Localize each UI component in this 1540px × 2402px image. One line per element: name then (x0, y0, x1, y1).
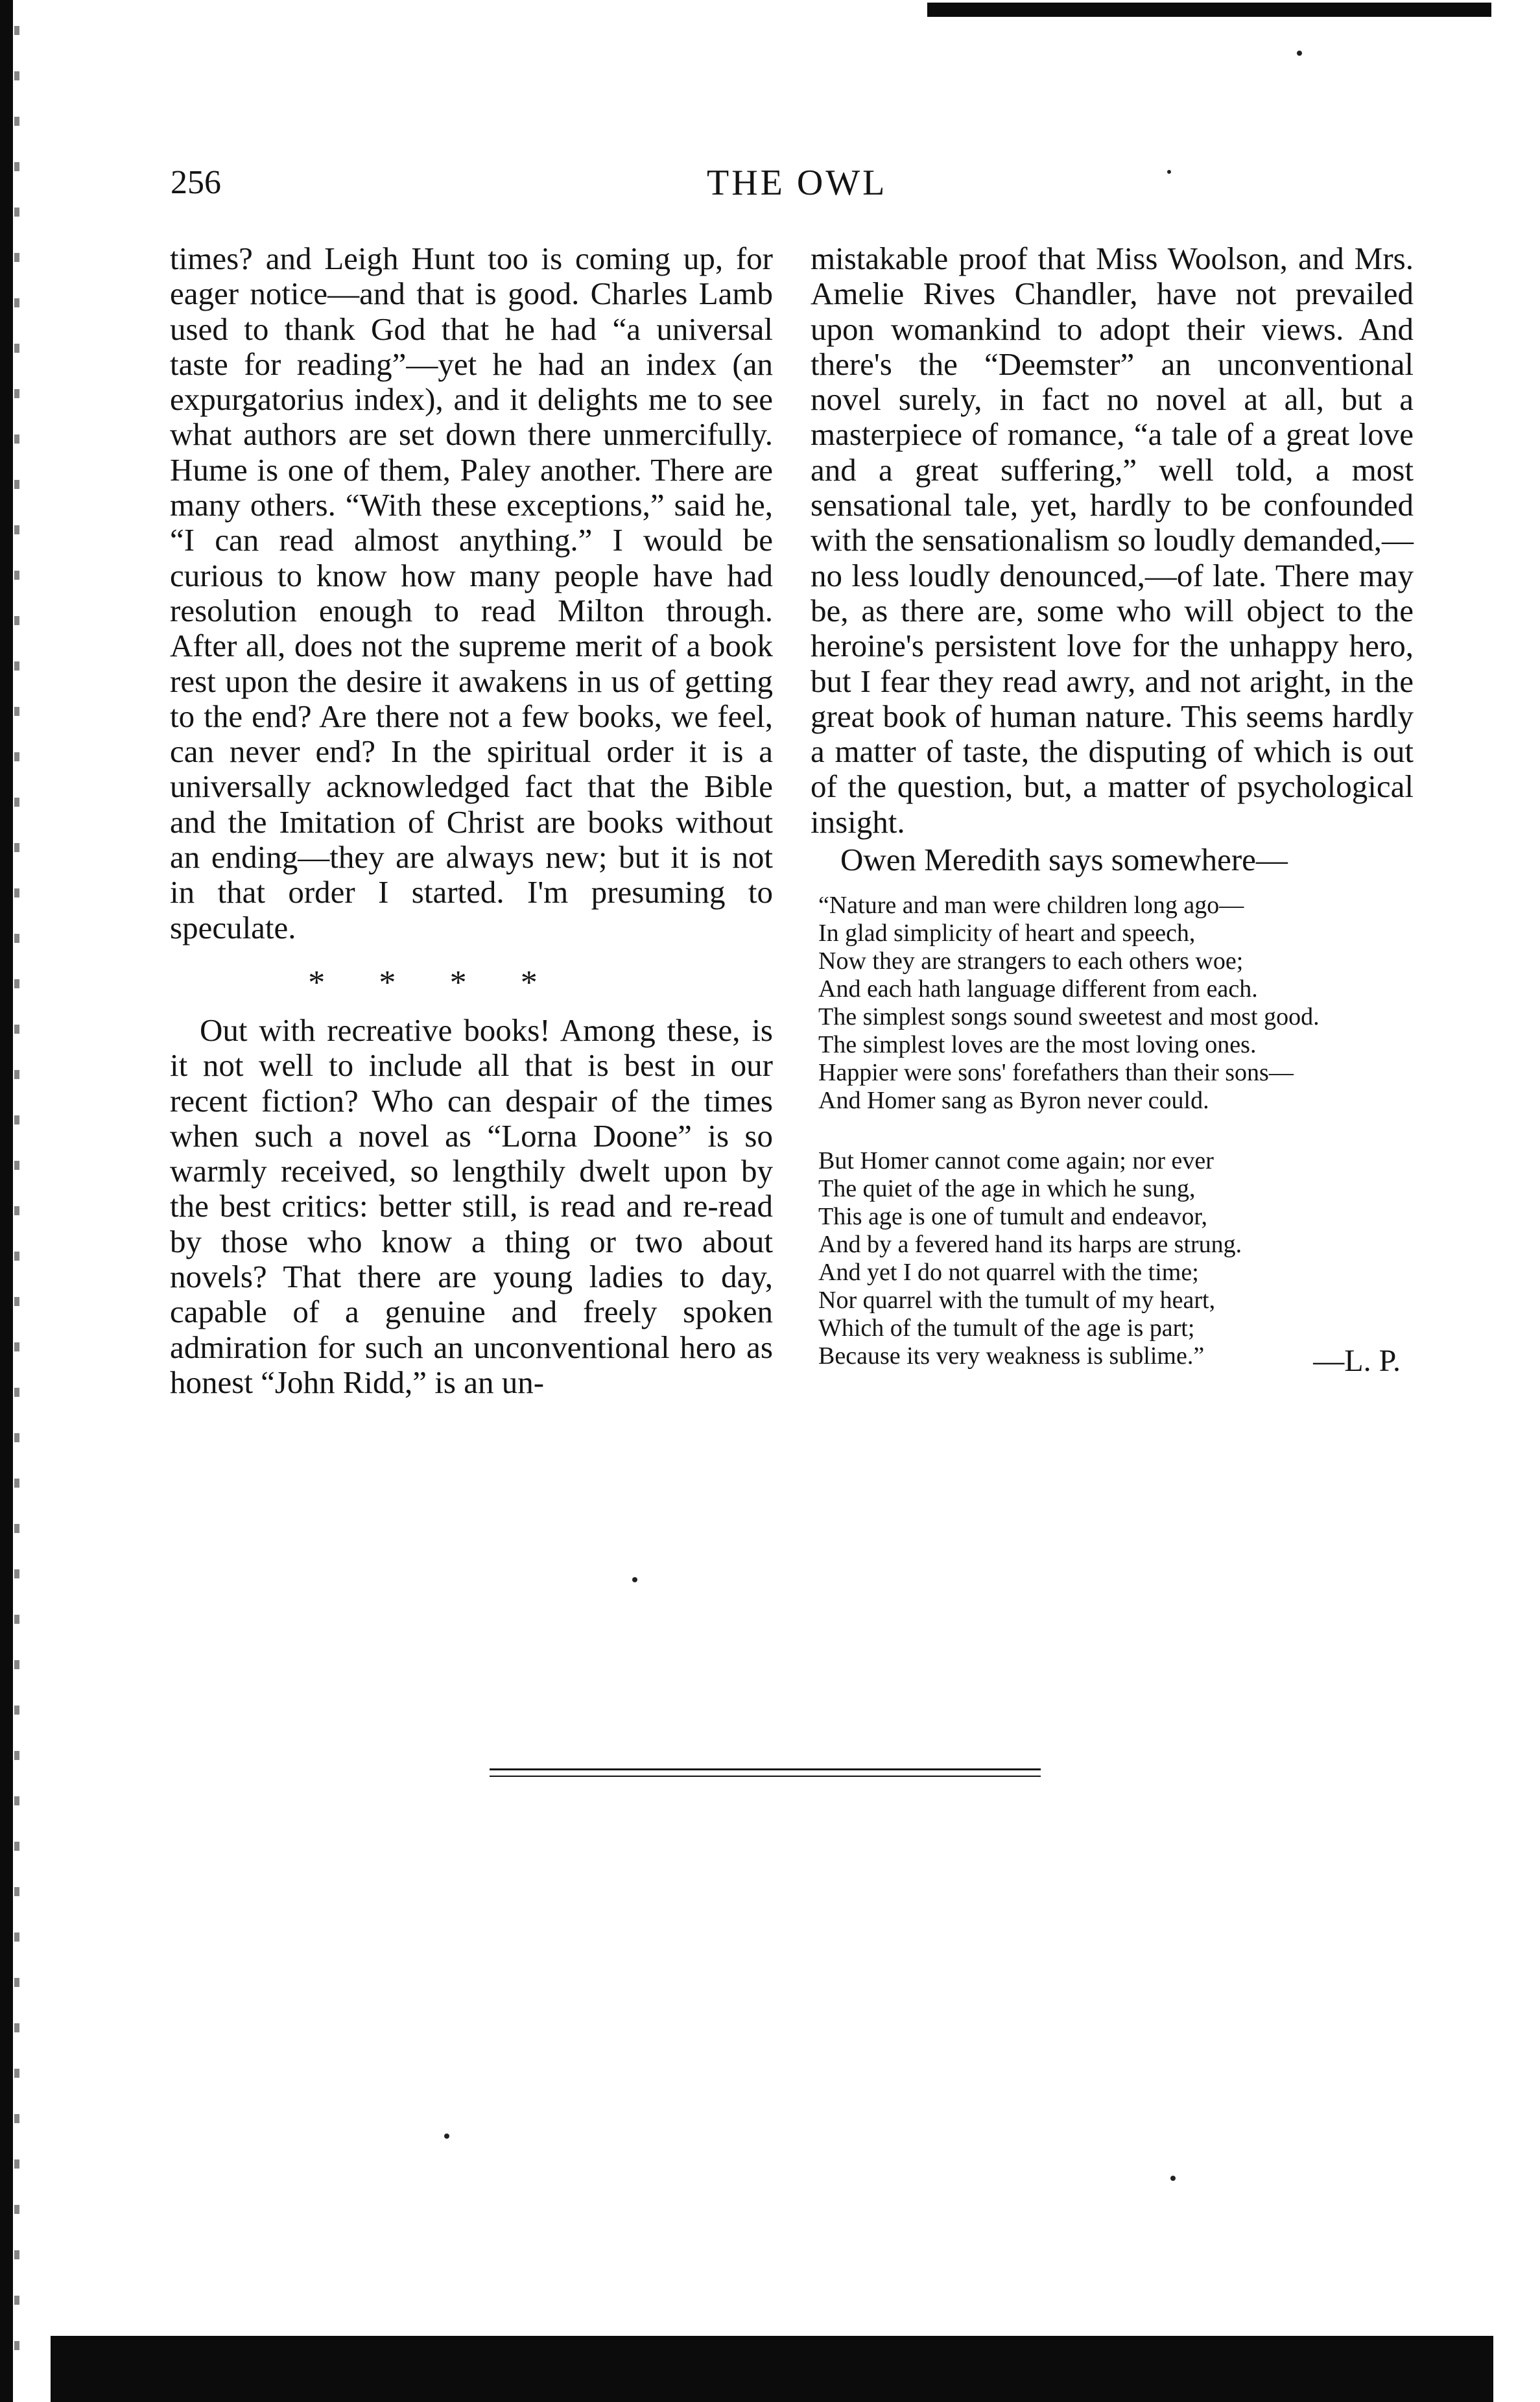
left-column (170, 241, 773, 1400)
poem-stanza-1 (818, 892, 1414, 1115)
poem-intro: Owen Meredith says somewhere— (840, 842, 1288, 878)
poem-quotation (818, 892, 1414, 1379)
poem-line: But Homer cannot come again; nor ever (818, 1147, 1214, 1175)
scan-edge-top (927, 3, 1491, 17)
poem-line: And Homer sang as Byron never could. (818, 1087, 1209, 1115)
section-separator (254, 964, 591, 1001)
scan-edge-left (0, 0, 13, 2402)
poem-line: The simplest loves are the most loving ones. (818, 1031, 1257, 1059)
author-signature: —L. P. (1313, 1344, 1401, 1379)
poem-line: Now they are strangers to each others woe; (818, 947, 1244, 975)
end-rule (490, 1768, 1041, 1777)
scan-speck (1170, 2176, 1176, 2181)
right-paragraph-1: mistakable proof that Miss Woolson, and Mrs. Amelie Rives Chandler, have not prevailed upon womankind to adopt their views. And there's the “Deemster” an unconventional novel surely, in fact no novel at all, but a masterpiece of romance, “a tale of a great love and a great suffering,” well told, a most sensational tale, yet, hardly to be confounded with the sensationalism so loudly demanded,—no less loudly denounced,—of late. There may be, as there are, some who will object to the heroine's persistent love for the unhappy hero, but I fear they read awry, and not aright, in the great book of human nature. This seems hardly a matter of taste, the disputing of which is out of the question, but, a matter of psychological insight. (811, 241, 1414, 840)
left-paragraph-1: times? and Leigh Hunt too is coming up, for eager notice—and that is good. Charles Lamb used to thank God that he had “a universal taste for reading”—yet he had an index (an expurgatorius index), and it delights me to see what authors are set down there unmercifully. Hume is one of them, Paley another. There are many others. “With these exceptions,” said he, “I can read almost anything.” I would be curious to know how many people have had resolution enough to read Milton through. After all, does not the supreme merit of a book rest upon the desire it awakens in us of getting to the end? Are there not a few books, we feel, can never end? In the spiritual order it is a universally acknowledged fact that the Bible and the Imitation of Christ are books without an ending—they are always new; but it is not in that order I started. I'm presuming to speculate. (170, 241, 773, 945)
scan-speck (444, 2134, 449, 2139)
poem-line: The simplest songs sound sweetest and most good. (818, 1003, 1320, 1031)
left-paragraph-2: Out with recreative books! Among these, is it not well to include all that is best in our recent fiction? Who can despair of the times when such a novel as “Lorna Doone” is so warmly received, so lengthily dwelt upon by the best critics: better still, is read and re-read by those who know a thing or two about novels? That there are young ladies to day, capable of a genuine and freely spoken admiration for such an unconventional hero as honest “John Ridd,” is an un- (170, 1012, 773, 1400)
scan-edge-fringe (14, 26, 19, 2373)
separator-star: * (308, 964, 326, 1001)
scan-speck (1167, 170, 1171, 174)
poem-line: In glad simplicity of heart and speech, (818, 920, 1196, 947)
running-title: THE OWL (707, 163, 888, 203)
scan-speck (632, 1577, 637, 1582)
poem-line: Which of the tumult of the age is part; (818, 1314, 1195, 1342)
poem-line: And each hath language different from each. (818, 975, 1258, 1003)
poem-line: “Nature and man were children long ago— (818, 892, 1244, 920)
poem-line: And yet I do not quarrel with the time; (818, 1259, 1199, 1287)
poem-line: Nor quarrel with the tumult of my heart, (818, 1287, 1216, 1314)
poem-line: This age is one of tumult and endeavor, (818, 1203, 1207, 1231)
page-number: 256 (171, 164, 221, 201)
scan-edge-bottom (51, 2336, 1493, 2402)
poem-line: Because its very weakness is sublime.” (818, 1342, 1205, 1370)
right-column (811, 241, 1414, 1379)
separator-star: * (449, 964, 467, 1001)
poem-stanza-2 (818, 1147, 1414, 1370)
poem-line: Happier were sons' forefathers than their sons— (818, 1059, 1294, 1087)
poem-line: The quiet of the age in which he sung, (818, 1175, 1196, 1203)
poem-line: And by a fevered hand its harps are strung. (818, 1231, 1242, 1259)
separator-star: * (379, 964, 396, 1001)
separator-star: * (520, 964, 538, 1001)
scan-speck (1297, 51, 1302, 56)
